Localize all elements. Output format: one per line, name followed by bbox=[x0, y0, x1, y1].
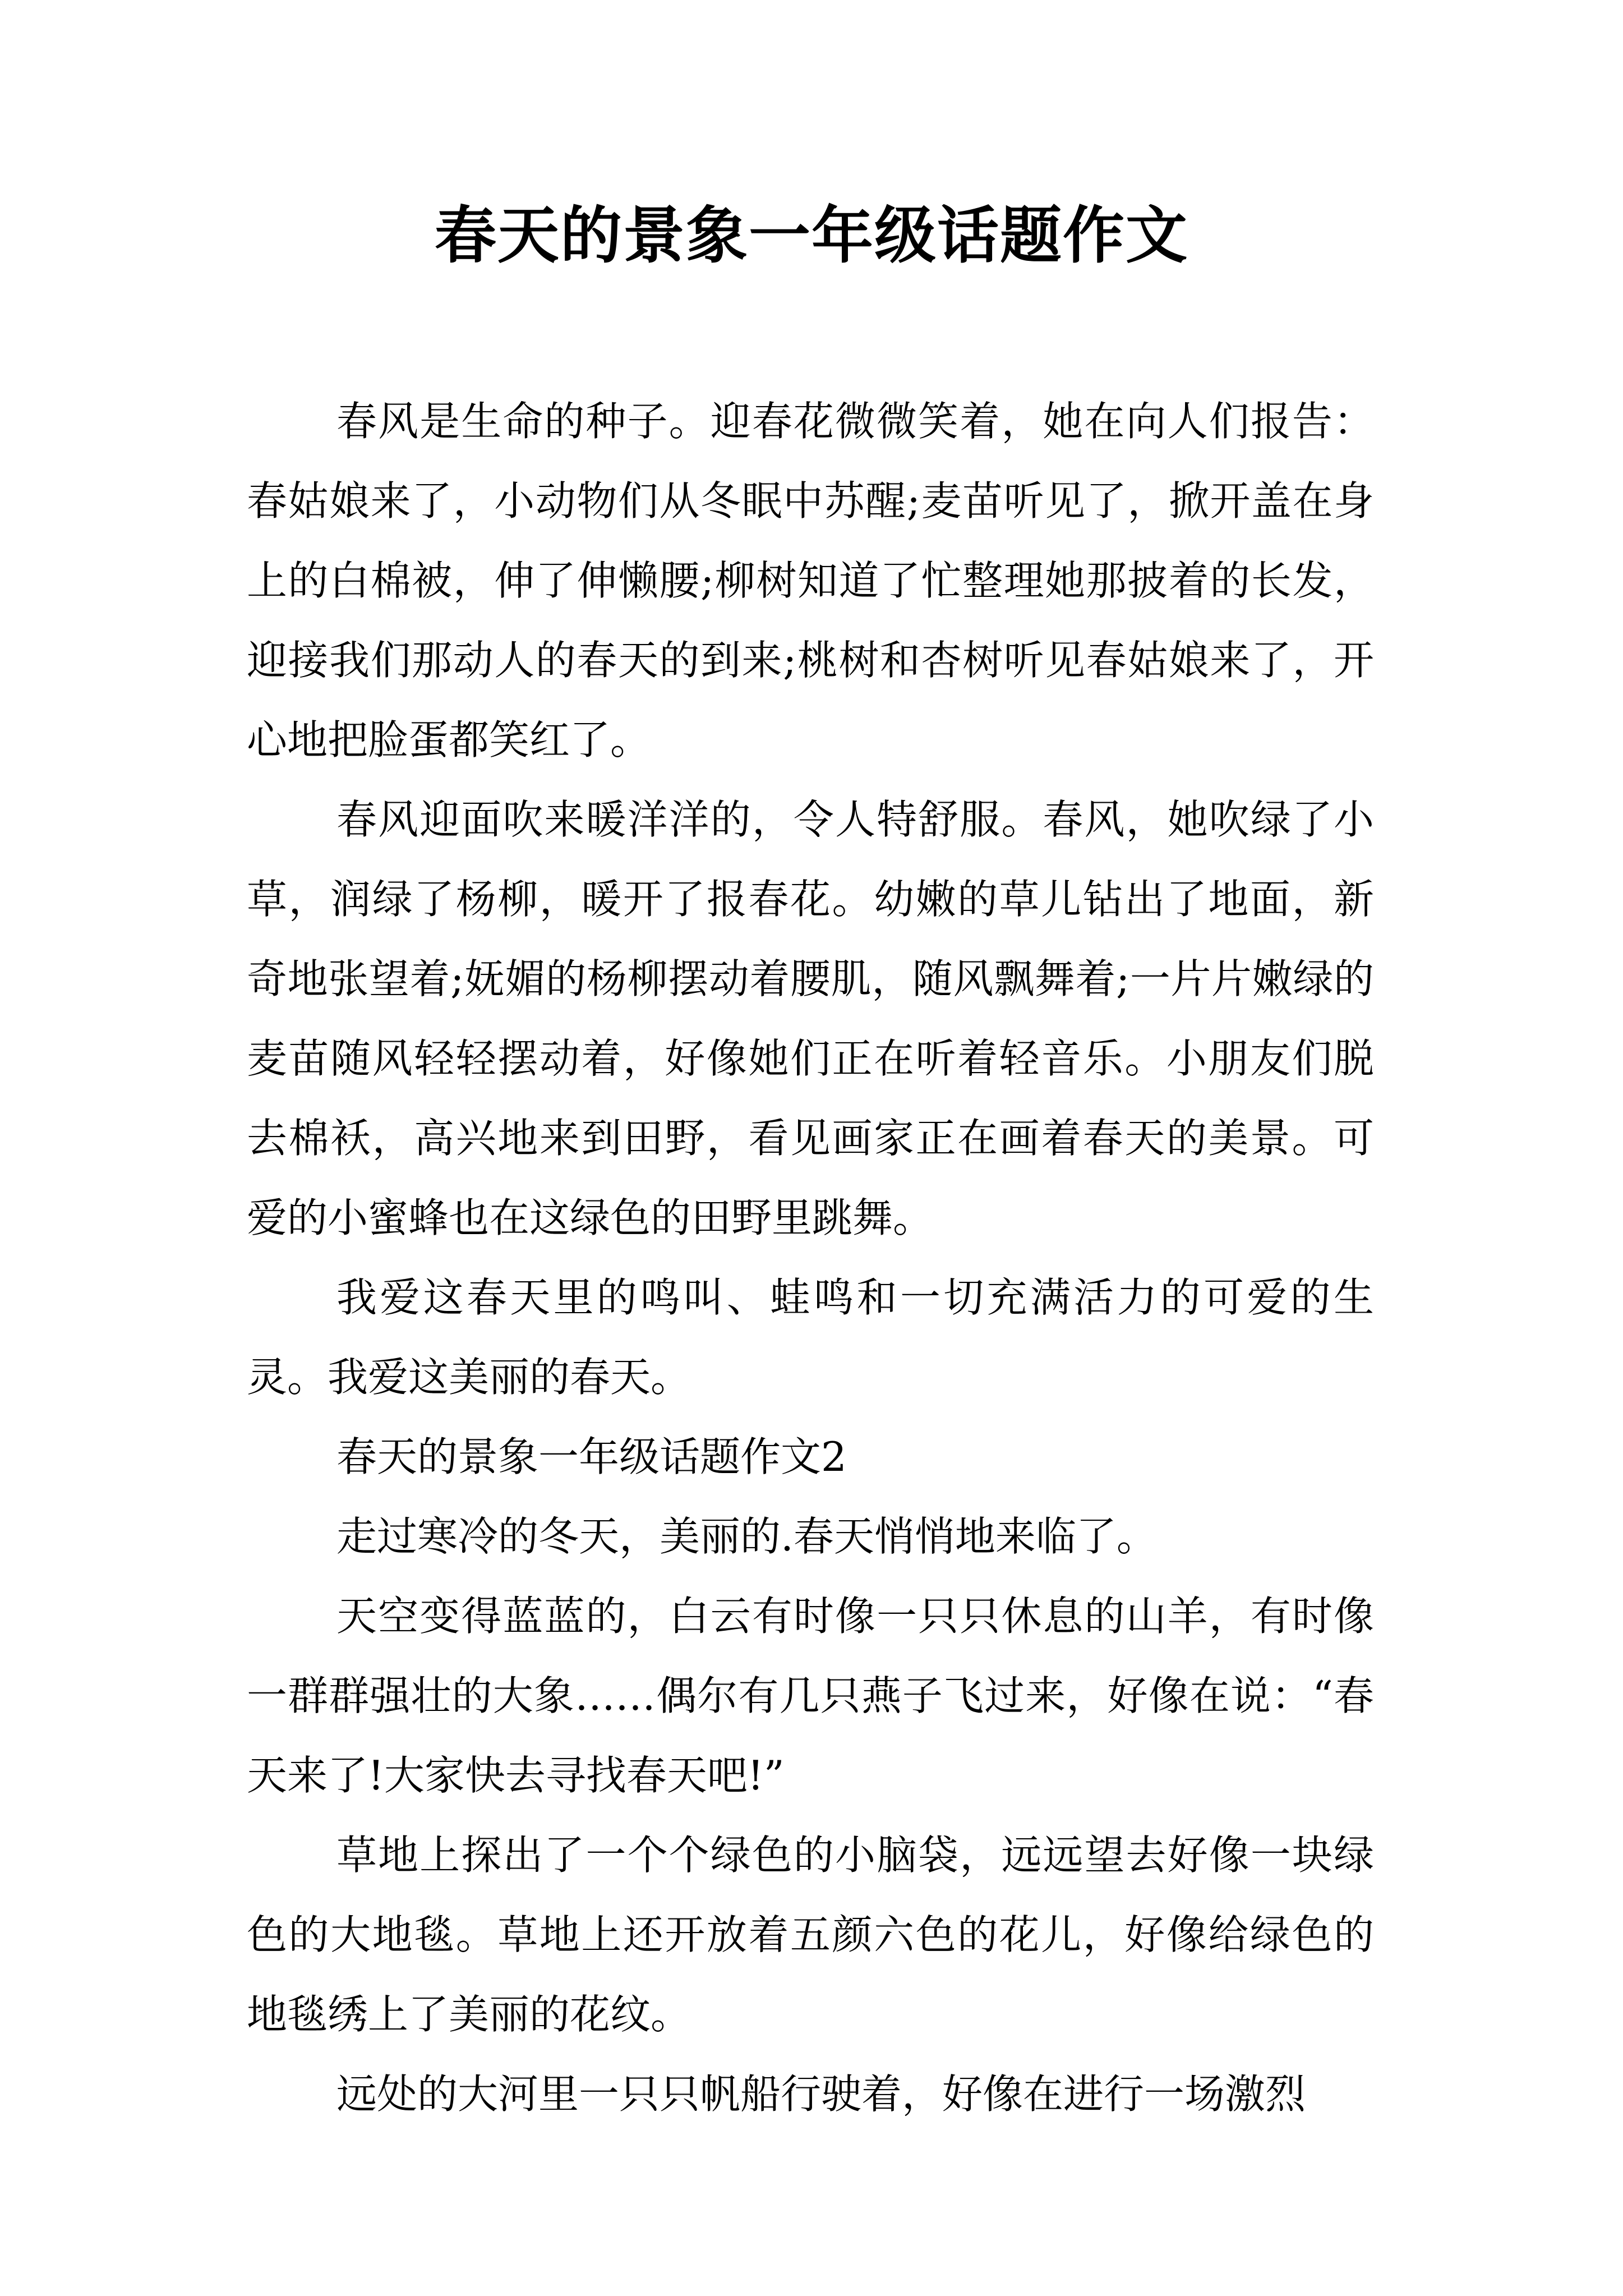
document-title: 春天的景象一年级话题作文 bbox=[435, 199, 1188, 272]
paragraph-5: 天空变得蓝蓝的，白云有时像一只只休息的山羊，有时像一群群强壮的大象……偶尔有几只燕子飞过来，好像在说：“春天来了!大家快去寻找春天吧!” bbox=[247, 1593, 1374, 1799]
paragraph-4: 走过寒冷的冬天，美丽的.春天悄悄地来临了。 bbox=[336, 1513, 1157, 1560]
paragraph-6: 草地上探出了一个个绿色的小脑袋，远远望去好像一块绿色的大地毯。草地上还开放着五颜六色的花儿，好像给绿色的地毯绣上了美丽的花纹。 bbox=[247, 1832, 1374, 2038]
paragraph-3: 我爱这春天里的鸣叫、蛙鸣和一切充满活力的可爱的生灵。我爱这美丽的春天。 bbox=[247, 1274, 1374, 1401]
paragraph-1: 春风是生命的种子。迎春花微微笑着，她在向人们报告：春姑娘来了，小动物们从冬眠中苏醒;麦苗听见了，掀开盖在身上的白棉被，伸了伸懒腰;柳树知道了忙整理她那披着的长发，迎接我们那动人的春天的到来;桃树和杏树听见春姑娘来了，开心地把脸蛋都笑红了。 bbox=[247, 398, 1374, 763]
paragraph-7: 远处的大河里一只只帆船行驶着，好像在进行一场激烈 bbox=[336, 2070, 1306, 2118]
paragraph-2: 春风迎面吹来暖洋洋的，令人特舒服。春风，她吹绿了小草，润绿了杨柳，暖开了报春花。幼嫩的草儿钻出了地面，新奇地张望着;妩媚的杨柳摆动着腰肌，随风飘舞着;一片片嫩绿的麦苗随风轻轻摆动着，好像她们正在听着轻音乐。小朋友们脱去棉袄，高兴地来到田野，看见画家正在画着春天的美景。可爱的小蜜蜂也在这绿色的田野里跳舞。 bbox=[247, 796, 1374, 1241]
section-heading: 春天的景象一年级话题作文2 bbox=[336, 1433, 847, 1480]
document-body bbox=[247, 381, 1374, 2134]
